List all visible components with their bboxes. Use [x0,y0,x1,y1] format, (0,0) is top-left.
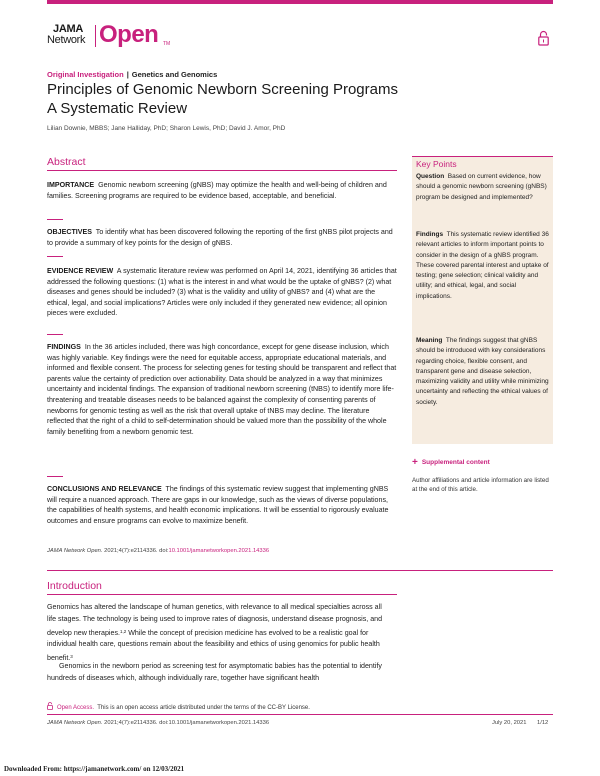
kp-question-label: Question [416,173,445,180]
citation-line [47,548,269,554]
abstract-findings [47,342,397,437]
open-lock-icon [538,30,549,46]
logo-jama: JAMA [53,23,83,35]
key-points-heading: Key Points [416,159,457,169]
section-divider [47,256,63,257]
abstract-rule [47,170,397,171]
evidence-text: A systematic literature review was performed on April 14, 2021, identifying 36 articles that addressed the following questions: (1) what is the interest in and what would be the uptake of gNBS? (2) what diseases and genes should be included? (3) what is the validity and utility of gNBS? and (4) what are the ethical, legal, and social implications? Articles were only included if they generated new evidence; all opinion pieces were excluded. [47,267,397,318]
kp-question-text: Based on current evidence, how should a genomic newborn screening (gNBS) program be designed and implemented? [416,173,547,201]
supplemental-label: Supplemental content [421,459,490,466]
footer-citation [47,720,269,726]
conclusions-text: The findings of this systematic review suggest that implementing gNBS will require a nuanced approach. There are gaps in our knowledge, such as the views of diverse populations, the capabilities of health systems, and health economic implications. It will be essential to rigorously evaluate outcomes and ensure programs can evolve to maximize benefit. [47,485,389,525]
author-list: Lilian Downie, MBBS; Jane Halliday, PhD; Sharon Lewis, PhD; David J. Amor, PhD [47,125,286,132]
footer-rule [47,714,553,715]
footer-ref: . 2021;4(7):e2114336. doi:10.1001/jamanetworkopen.2021.14336 [100,720,270,726]
category-label[interactable]: Original Investigation [47,70,124,79]
subcategory-label[interactable]: Genetics and Genomics [131,70,218,79]
kp-findings-text: This systematic review identified 36 relevant articles to inform important points to consider in the design of a gNBS program. These covered parental interest and uptake of testing; gene selection; clinical validity and utility; and ethical, legal, and social implications. [416,231,549,300]
plus-icon: + [412,457,418,468]
importance-label: IMPORTANCE [47,181,95,189]
logo-network: Network [47,34,86,46]
article-category [47,70,217,80]
introduction-paragraph-2: Genomics in the newborn period as screening test for asymptomatic babies has the potential to identify hundreds of diseases which, although individually rare, together have significant health [47,662,382,682]
jama-network-open-logo[interactable] [47,21,227,54]
top-accent-bar [47,0,553,4]
findings-text: In the 36 articles included, there was high concordance, except for gene disease inclusion, which was highly variable. Key findings were the need for equitable access, appropriate educational materials, and informed and flexible consent. The process for selecting genes for testing should be transparent and reflect that parents value the certainty of prediction over actionability. Data should be analyzed in a way that minimizes uncertainty and incidental findings. The expansion of traditional newborn screening (tNBS) to identify more life-threatening and treatable diseases needs to be balanced against the complexity of consenting parents of newborns for genomic testing as well as the risk that overall uptake of tNBS may decline. The literature reflected that the right of a child to self-determination should be valued more than the possibility of the whole family benefiting from a newborn genomic test. [47,343,397,436]
author-affiliations-note: Author affiliations and article information are listed at the end of this article. [412,477,549,493]
open-access-notice [47,702,310,711]
objectives-text: To identify what has been discovered following the reporting of the first gNBS pilot projects and to provide a summary of key points for the design of gNBS. [47,228,393,247]
section-divider [47,334,63,335]
supplemental-content-link[interactable] [412,457,490,468]
citation-ref: . 2021;4(7):e2114336. doi: [100,548,169,554]
abstract-importance [47,180,397,201]
reference-3[interactable]: 3 [70,654,73,660]
key-points-meaning [416,336,549,408]
title-line-1: Principles of Genomic Newborn Screening Programs [47,81,398,98]
footer-date: July 20, 2021 [492,720,527,726]
findings-label: FINDINGS [47,343,81,351]
citation-journal: JAMA Network Open [47,548,101,554]
key-points-rule [412,156,553,157]
article-title [47,80,467,118]
category-separator: | [126,70,129,79]
kp-findings-label: Findings [416,231,444,238]
open-access-icon [47,702,53,710]
logo-tm: TM [163,41,171,47]
introduction-heading: Introduction [47,580,102,592]
section-divider [47,476,63,477]
importance-text: Genomic newborn screening (gNBS) may optimize the health and well-being of children and families. Screening programs are required to be evidence based, acceptable, and beneficial. [47,181,387,200]
objectives-label: OBJECTIVES [47,228,92,236]
intro-p1-b: While the concept of precision medicine has evolved to be a realistic goal for individual health care, questions remain about the feasibility and ethics of using genomics for public health benefit. [47,628,380,663]
conclusions-label: CONCLUSIONS AND RELEVANCE [47,485,162,493]
logo-open: Open [99,21,159,48]
logo-divider [95,25,96,47]
abstract-objectives [47,227,397,248]
citation-doi-link[interactable]: 10.1001/jamanetworkopen.2021.14336 [168,548,270,554]
title-line-2: A Systematic Review [47,100,188,117]
open-access-text: This is an open access article distributed under the terms of the CC-BY License. [97,705,310,711]
kp-meaning-text: The findings suggest that gNBS should be introduced with key considerations regarding choice, flexible consent, and transparent gene and disease selection, maximizing validity and utility while minimizing uncertainty and reflecting the ethical values of society. [416,337,549,406]
introduction-rule [47,594,397,595]
abstract-evidence-review [47,266,397,319]
abstract-heading: Abstract [47,156,86,168]
abstract-conclusions [47,484,397,526]
section-divider [47,219,63,220]
open-access-label[interactable]: Open Access. [57,705,95,711]
key-points-findings [416,230,549,302]
download-watermark: Downloaded From: https://jamanetwork.com/ on 12/03/2021 [4,765,185,773]
intro-top-rule [47,570,553,571]
key-points-question [416,172,549,203]
intro-p1-a: Genomics has altered the landscape of human genetics, with relevance to all medical specialties across all life stages. The technology is being used to improve rates of diagnosis, understand disease prognosis, and develop new therapies. [47,603,383,637]
footer-page-number: 1/12 [537,720,549,726]
footer-journal: JAMA Network Open [47,720,101,726]
evidence-label: EVIDENCE REVIEW [47,267,114,275]
kp-meaning-label: Meaning [416,337,443,344]
reference-1-2[interactable]: 1,2 [119,628,127,634]
introduction-paragraph-1 [47,602,392,665]
